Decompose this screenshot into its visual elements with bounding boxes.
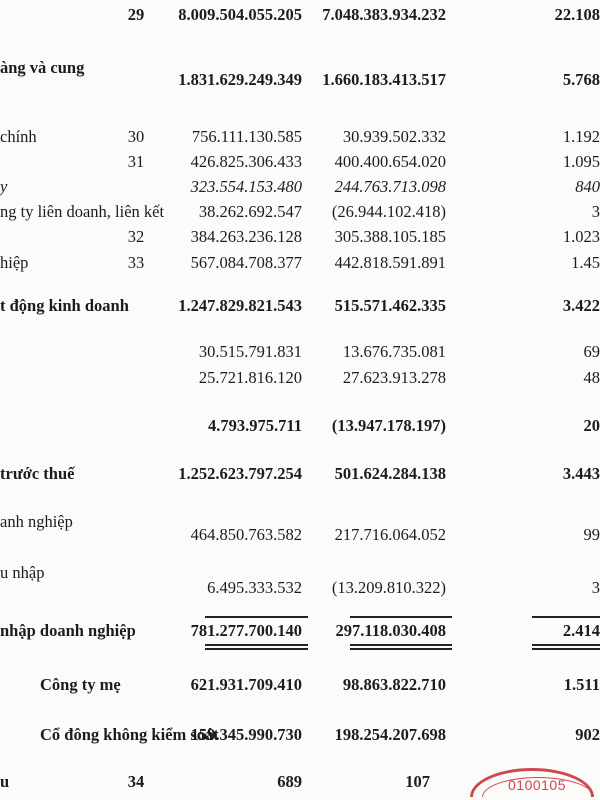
value-prior: 98.863.822.710 bbox=[342, 675, 446, 694]
value-prior: 27.623.913.278 bbox=[342, 368, 446, 387]
value-cumulative: 1.192 bbox=[562, 127, 600, 146]
row-label: ng ty liên doanh, liên kết bbox=[0, 202, 165, 221]
value-cumulative: 3 bbox=[591, 578, 600, 597]
value-current: 689 bbox=[277, 772, 302, 791]
rule-top-c3 bbox=[532, 616, 600, 618]
row-other-income bbox=[0, 340, 600, 364]
row-label: Công ty mẹ bbox=[40, 675, 121, 694]
code: 32 bbox=[127, 227, 145, 246]
row-label: chính bbox=[0, 127, 37, 146]
row-label: hiệp bbox=[0, 253, 29, 272]
row-non-controlling bbox=[0, 723, 600, 747]
value-prior: (26.944.102.418) bbox=[331, 202, 446, 221]
value-current: 464.850.763.582 bbox=[190, 525, 302, 544]
row-label: nhập doanh nghiệp bbox=[0, 621, 136, 640]
code: 34 bbox=[127, 772, 145, 791]
row-other-expense bbox=[0, 366, 600, 390]
value-current: 8.009.504.055.205 bbox=[178, 5, 302, 24]
value-current: 567.084.708.377 bbox=[190, 253, 302, 272]
value-current: 1.247.829.821.543 bbox=[178, 296, 302, 315]
value-cumulative: 840 bbox=[575, 177, 600, 196]
value-current: 756.111.130.585 bbox=[191, 127, 302, 146]
row-label: u nhập bbox=[0, 563, 45, 582]
row-label: àng và cung bbox=[0, 58, 85, 77]
value-cumulative: 1.095 bbox=[562, 152, 600, 171]
company-stamp-text: 0100105 bbox=[508, 777, 567, 793]
value-cumulative: 22.108 bbox=[554, 5, 600, 24]
rule-double-c3b bbox=[532, 648, 600, 650]
value-current: 30.515.791.831 bbox=[198, 342, 302, 361]
value-current: 25.721.816.120 bbox=[198, 368, 302, 387]
value-current: 38.262.692.547 bbox=[198, 202, 302, 221]
value-prior: 305.388.105.185 bbox=[334, 227, 446, 246]
value-prior: 107 bbox=[405, 772, 430, 791]
value-prior: 217.716.064.052 bbox=[334, 525, 446, 544]
value-cumulative: 3.443 bbox=[562, 464, 600, 483]
value-cumulative: 99 bbox=[583, 525, 600, 544]
value-cumulative: 1.45 bbox=[571, 253, 600, 272]
value-prior: 515.571.462.335 bbox=[334, 296, 446, 315]
row-label: u bbox=[0, 772, 10, 791]
row-net-profit bbox=[0, 619, 600, 643]
value-prior: 13.676.735.081 bbox=[342, 342, 446, 361]
row-deferred-tax bbox=[0, 576, 600, 600]
rule-double-c1a bbox=[205, 644, 308, 646]
row-jv-associates bbox=[0, 200, 600, 224]
row-label: trước thuế bbox=[0, 464, 75, 483]
row-label: Cổ đông không kiểm soát bbox=[40, 725, 219, 744]
value-prior: 244.763.713.098 bbox=[334, 177, 446, 196]
value-cumulative: 20 bbox=[583, 416, 600, 435]
value-prior: 400.400.654.020 bbox=[334, 152, 446, 171]
value-prior: (13.947.178.197) bbox=[331, 416, 446, 435]
row-profit-before-tax bbox=[0, 462, 600, 486]
row-selling-expense bbox=[0, 225, 600, 249]
value-current: 384.263.236.128 bbox=[190, 227, 302, 246]
rule-top-c2 bbox=[350, 616, 452, 618]
row-financial-income bbox=[0, 125, 600, 149]
row-current-tax bbox=[0, 523, 600, 547]
code: 30 bbox=[127, 127, 145, 146]
value-current: 323.554.153.480 bbox=[190, 177, 302, 196]
value-current: 1.831.629.249.349 bbox=[178, 70, 302, 89]
rule-top-c1 bbox=[205, 616, 308, 618]
rule-double-c2b bbox=[350, 648, 452, 650]
row-other-profit bbox=[0, 414, 600, 438]
value-current: 4.793.975.711 bbox=[208, 416, 302, 435]
value-prior: 297.118.030.408 bbox=[335, 621, 446, 640]
row-admin-expense bbox=[0, 251, 600, 275]
value-current: 1.252.623.797.254 bbox=[178, 464, 302, 483]
value-cumulative: 69 bbox=[583, 342, 600, 361]
value-cumulative: 3.422 bbox=[562, 296, 600, 315]
value-cumulative: 1.511 bbox=[563, 675, 600, 694]
value-prior: 30.939.502.332 bbox=[342, 127, 446, 146]
value-cumulative: 2.414 bbox=[562, 621, 600, 640]
row-label: anh nghiệp bbox=[0, 512, 73, 531]
row-parent-company bbox=[0, 673, 600, 697]
value-prior: 198.254.207.698 bbox=[334, 725, 446, 744]
value-prior: 1.660.183.413.517 bbox=[322, 70, 446, 89]
row-label: y bbox=[0, 177, 8, 196]
rule-double-c3a bbox=[532, 644, 600, 646]
value-cumulative: 902 bbox=[575, 725, 600, 744]
code: 33 bbox=[127, 253, 145, 272]
value-cumulative: 48 bbox=[583, 368, 600, 387]
row-interest-expense bbox=[0, 175, 600, 199]
code: 29 bbox=[127, 5, 145, 24]
value-prior: 501.624.284.138 bbox=[334, 464, 446, 483]
value-prior: 7.048.383.934.232 bbox=[322, 5, 446, 24]
value-current: 426.825.306.433 bbox=[190, 152, 302, 171]
code: 31 bbox=[127, 152, 145, 171]
value-cumulative: 5.768 bbox=[562, 70, 600, 89]
rule-double-c1b bbox=[205, 648, 308, 650]
row-label: t động kinh doanh bbox=[0, 296, 129, 315]
value-prior: (13.209.810.322) bbox=[331, 578, 446, 597]
row-operating-profit bbox=[0, 294, 600, 318]
value-prior: 442.818.591.891 bbox=[334, 253, 446, 272]
value-current: 781.277.700.140 bbox=[190, 621, 302, 640]
value-cumulative: 1.023 bbox=[562, 227, 600, 246]
value-cumulative: 3 bbox=[591, 202, 600, 221]
rule-double-c2a bbox=[350, 644, 452, 646]
value-current: 159.345.990.730 bbox=[190, 725, 302, 744]
value-current: 6.495.333.532 bbox=[207, 578, 302, 597]
row-gross-profit bbox=[0, 68, 600, 92]
row-financial-expense bbox=[0, 150, 600, 174]
value-current: 621.931.709.410 bbox=[190, 675, 302, 694]
row-29 bbox=[0, 3, 600, 27]
